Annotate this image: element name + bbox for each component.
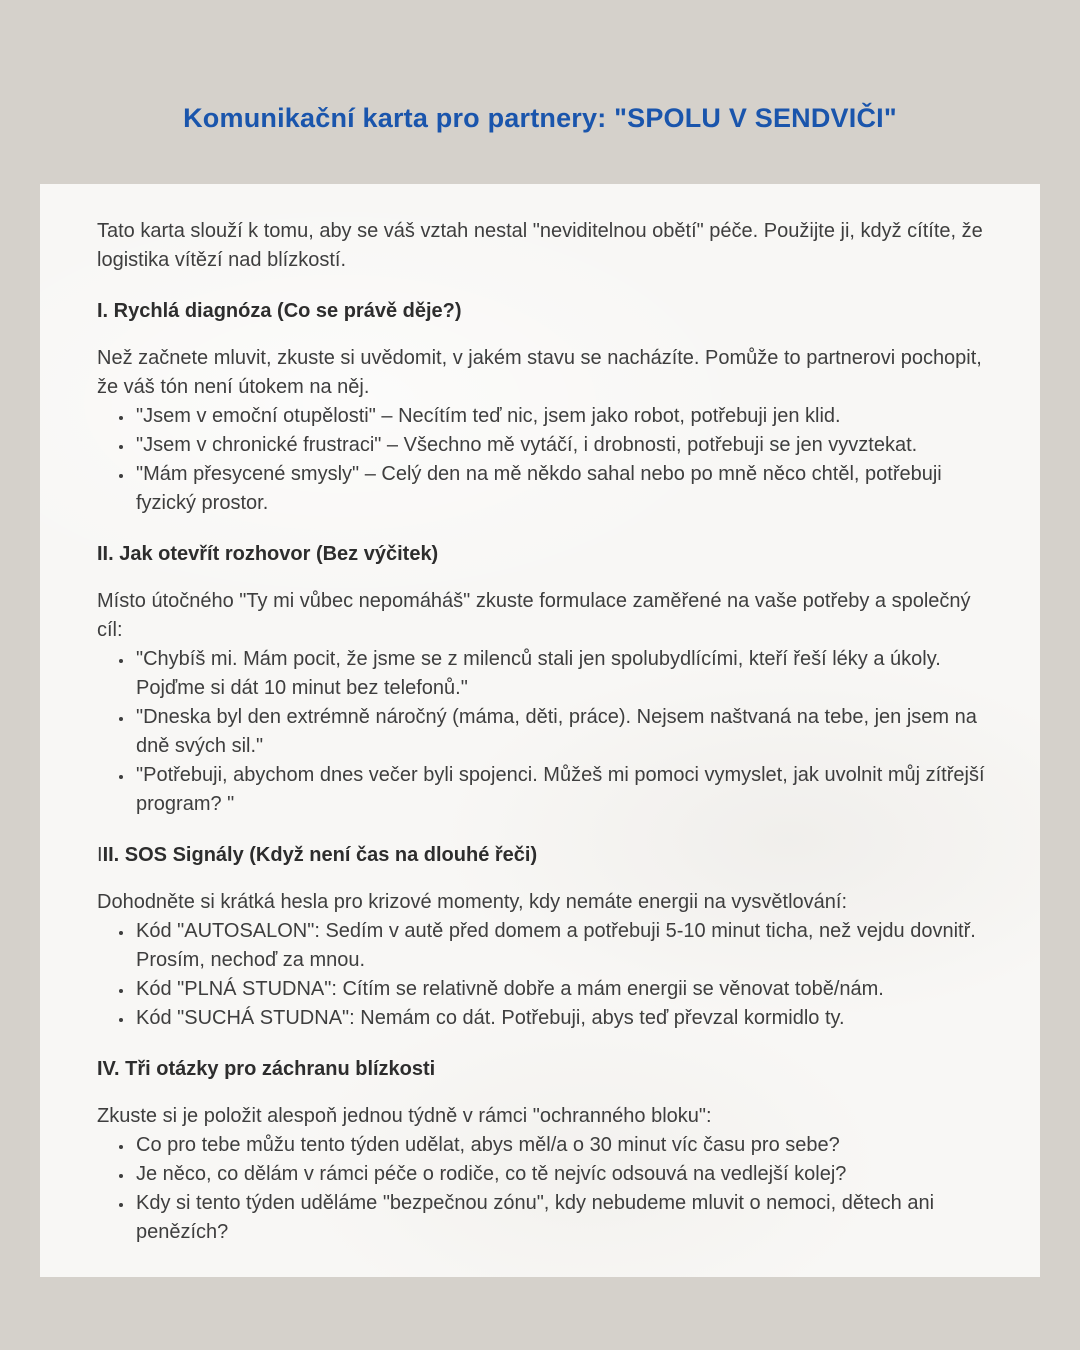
section-lead: Místo útočného "Ty mi vůbec nepomáháš" zkuste formulace zaměřené na vaše potřeby a společný cíl: xyxy=(97,590,971,641)
bullet-item: • Kód "AUTOSALON": Sedím v autě před domem a potřebuji 5-10 minut ticha, než vejdu dovnitř. Prosím, nechoď za mnou. xyxy=(134,917,990,975)
bullet-list xyxy=(97,402,990,518)
card-section xyxy=(97,297,990,518)
card-content xyxy=(97,217,990,1247)
bullet-item: • "Mám přesycené smysly" – Celý den na mě někdo sahal nebo po mně něco chtěl, potřebuji fyzický prostor. xyxy=(134,460,990,518)
section-heading-light-prefix: I xyxy=(97,844,103,866)
intro-paragraph: Tato karta slouží k tomu, aby se váš vztah nestal "neviditelnou obětí" péče. Použijte ji, když cítíte, že logistika vítězí nad blízkostí. xyxy=(97,220,983,271)
section-lead: Než začnete mluvit, zkuste si uvědomit, v jakém stavu se nacházíte. Pomůže to partnerovi pochopit, že váš tón není útokem na něj. xyxy=(97,347,982,398)
bullet-item: • Kdy si tento týden uděláme "bezpečnou zónu", kdy nebudeme mluvit o nemoci, dětech ani penězích? xyxy=(134,1189,990,1247)
section-lead: Zkuste si je položit alespoň jednou týdně v rámci "ochranného bloku": xyxy=(97,1105,712,1127)
section-heading xyxy=(97,297,990,325)
section-heading xyxy=(97,1055,990,1083)
bullet-item: • Je něco, co dělám v rámci péče o rodiče, co tě nejvíc odsouvá na vedlejší kolej? xyxy=(134,1160,990,1189)
section-heading-text: II. SOS Signály (Když není čas na dlouhé řeči) xyxy=(102,844,538,866)
bullet-item: • "Jsem v chronické frustraci" – Všechno mě vytáčí, i drobnosti, potřebuji se jen vyvztekat. xyxy=(134,431,990,460)
communication-card xyxy=(40,184,1040,1277)
section-heading-text: IV. Tři otázky pro záchranu blízkosti xyxy=(97,1058,436,1080)
sections-container xyxy=(97,297,990,1247)
bullet-item: • "Dneska byl den extrémně náročný (máma, děti, práce). Nejsem naštvaná na tebe, jen jsem na dně svých sil." xyxy=(134,703,990,761)
card-section xyxy=(97,841,990,1033)
bullet-item: • "Potřebuji, abychom dnes večer byli spojenci. Můžeš mi pomoci vymyslet, jak uvolnit můj zítřejší program? " xyxy=(134,761,990,819)
card-section xyxy=(97,540,990,819)
section-heading-text: I. Rychlá diagnóza (Co se právě děje?) xyxy=(97,300,462,322)
bullet-item: • "Chybíš mi. Mám pocit, že jsme se z milenců stali jen spolubydlícími, kteří řeší léky a úkoly. Pojďme si dát 10 minut bez telefonů." xyxy=(134,645,990,703)
card-section xyxy=(97,1055,990,1247)
bullet-item: • Kód "PLNÁ STUDNA": Cítím se relativně dobře a mám energii se věnovat tobě/nám. xyxy=(134,975,990,1004)
section-heading xyxy=(97,540,990,568)
section-lead: Dohodněte si krátká hesla pro krizové momenty, kdy nemáte energii na vysvětlování: xyxy=(97,891,847,913)
section-heading xyxy=(97,841,990,869)
bullet-item: • Kód "SUCHÁ STUDNA": Nemám co dát. Potřebuji, abys teď převzal kormidlo ty. xyxy=(134,1004,990,1033)
section-heading-text: II. Jak otevřít rozhovor (Bez výčitek) xyxy=(97,543,439,565)
bullet-item: • "Jsem v emoční otupělosti" – Necítím teď nic, jsem jako robot, potřebuji jen klid. xyxy=(134,402,990,431)
bullet-item: • Co pro tebe můžu tento týden udělat, abys měl/a o 30 minut víc času pro sebe? xyxy=(134,1131,990,1160)
page-title: Komunikační karta pro partnery: "SPOLU V SENDVIČI" xyxy=(183,103,897,133)
bullet-list xyxy=(97,917,990,1033)
bullet-list xyxy=(97,645,990,819)
bullet-list xyxy=(97,1131,990,1247)
